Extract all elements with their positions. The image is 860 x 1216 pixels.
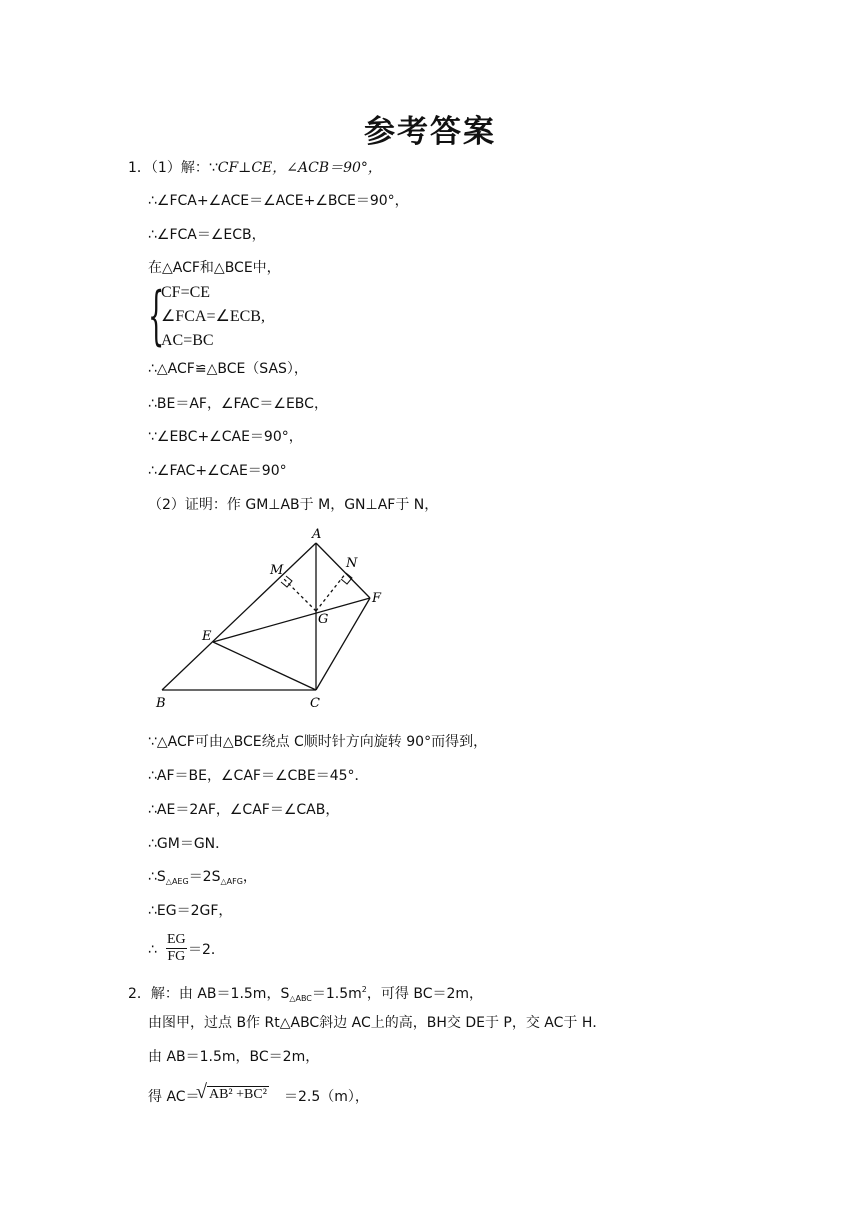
square-root-expression [196,1081,269,1104]
q2-line-3: 由 AB＝1.5m，BC＝2m， [148,1049,320,1065]
q2-line-4-suffix: ＝2.5（m）， [284,1089,369,1105]
q1-line-9: ∵△ACF可由△BCE绕点 C顺时针方向旋转 90°而得到， [148,734,488,750]
q1-part2-head: （2）证明：作 GM⊥AB于 M，GN⊥AF于 N， [148,497,439,513]
fraction-eg-fg [166,932,187,965]
q2-line-4-prefix: 得 AC＝ [148,1089,200,1105]
l13-part-a: ∴S [148,869,166,885]
q1-line-6: ∴BE＝AF，∠FAC＝∠EBC， [148,396,328,412]
label-a: A [312,527,322,542]
q2-l1-superscript: 2 [361,985,367,994]
q1-line-13 [148,868,257,891]
q2-line-1 [128,981,483,1008]
q2-line-2: 由图甲，过点 B作 Rt△ABC斜边 AC上的高，BH交 DE于 P，交 AC于 H． [148,1015,607,1031]
q1-line-15-suffix: ＝2． [188,942,225,958]
q2-l1-subscript: △ABC [289,994,312,1003]
l13-subscript-2: △AFG [220,877,243,886]
radical-sign-icon: √ [196,1081,207,1103]
q1-line-12: ∴GM＝GN． [148,836,230,852]
label-c: C [310,696,320,711]
q1-head-math: CF⊥CE，∠ACB＝90°， [217,160,382,176]
label-m: M [270,563,284,578]
q1-line-2: ∴∠FCA+∠ACE＝∠ACE+∠BCE＝90°， [148,193,409,209]
segment-ab [162,543,316,690]
q1-line-3: ∴∠FCA＝∠ECB， [148,227,266,243]
q1-line-10: ∴AF＝BE，∠CAF＝∠CBE＝45°． [148,768,369,784]
fraction-denominator: FG [167,949,186,964]
q1-line-4: 在△ACF和△BCE中， [148,260,281,276]
q2-l1-part-a: 2．解：由 AB＝1.5m，S [128,986,290,1002]
l13-subscript-1: △AEG [165,877,189,886]
system-row-2: ∠FCA=∠ECB, [161,308,265,325]
segment-ef [213,598,370,642]
system-row-3: AC=BC [161,332,214,349]
segment-gm-dashed [284,579,316,611]
segment-ec [213,642,316,690]
geometry-figure [150,520,390,715]
l13-part-c: ， [242,869,257,885]
left-brace-icon: { [148,279,165,353]
q1-line-7: ∵∠EBC+∠CAE＝90°， [148,429,303,445]
q1-head-text: 1．（1）解：∵ [128,160,218,176]
radicand: AB² +BC² [208,1087,267,1102]
page-title: 参考答案 [364,114,496,150]
label-g: G [318,612,329,627]
segment-af [316,543,370,598]
label-n: N [346,556,358,571]
q2-l1-part-b: ＝1.5m [311,986,362,1002]
q1-line-11: ∴AE＝2AF，∠CAF＝∠CAB， [148,802,340,818]
label-b: B [156,696,166,711]
q1-line-8: ∴∠FAC+∠CAE＝90° [148,463,287,479]
fraction-numerator: EG [167,932,186,947]
system-row-1: CF=CE [161,284,211,301]
q1-line-14: ∴EG＝2GF， [148,903,233,919]
q1-line-5: ∴△ACF≌△BCE（SAS）， [148,361,308,377]
q1-head [128,159,382,177]
q2-l1-part-c: ，可得 BC＝2m， [366,986,484,1002]
l13-part-b: ＝2S [188,869,221,885]
label-e: E [202,629,212,644]
segment-gn-dashed [316,573,346,611]
q1-line-15-prefix: ∴ [148,942,157,958]
label-f: F [372,591,382,606]
